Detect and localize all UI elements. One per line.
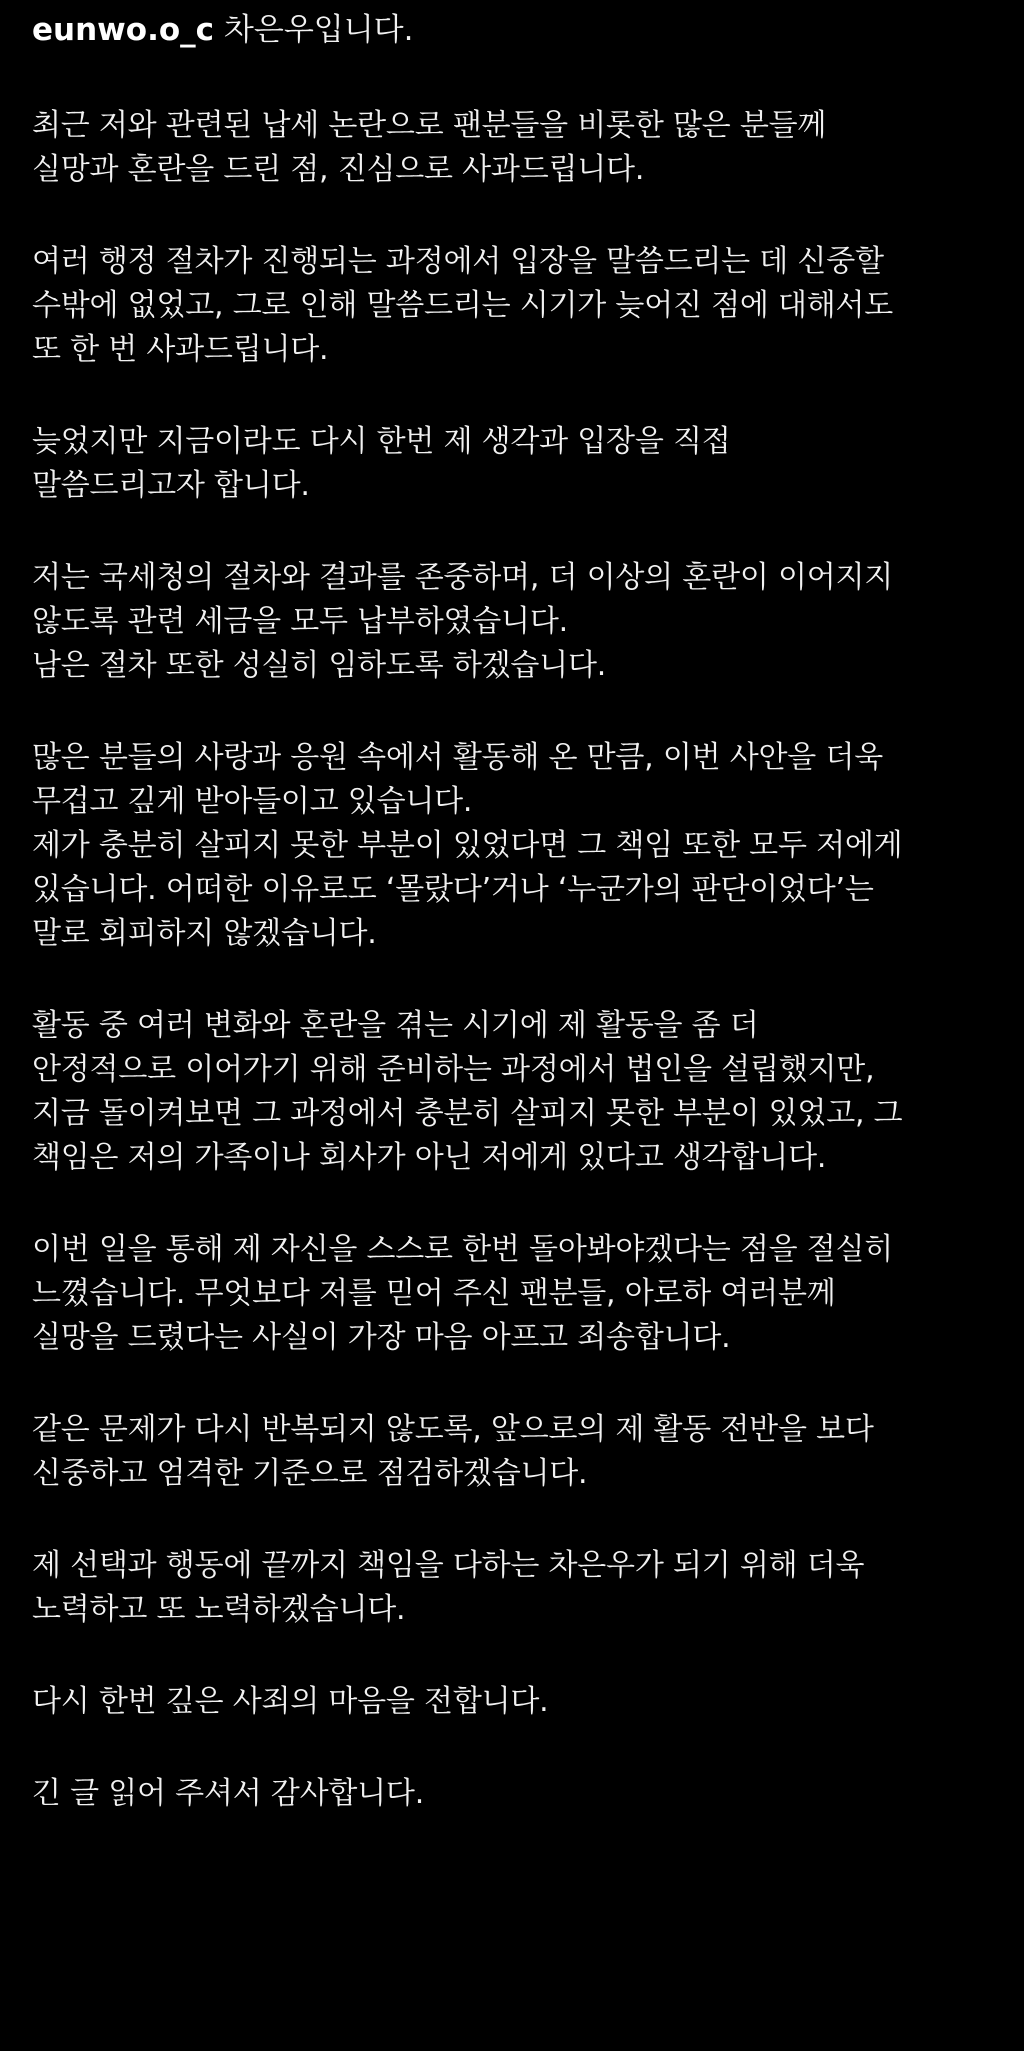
text-line: 무겁고 깊게 받아들이고 있습니다.	[32, 784, 473, 819]
text-line: 지금 돌이켜보면 그 과정에서 충분히 살피지 못한 부분이 있었고, 그	[32, 1096, 903, 1131]
text-line: 제가 충분히 살피지 못한 부분이 있었다면 그 책임 또한 모두 저에게	[32, 828, 903, 863]
paragraph-9	[32, 1544, 1012, 1632]
paragraph-5	[32, 736, 1012, 956]
paragraph-7	[32, 1228, 1012, 1360]
header-text: 차은우입니다.	[223, 12, 414, 48]
paragraph-11	[32, 1772, 1012, 1816]
username-link[interactable]: eunwo.o_c	[32, 12, 215, 48]
text-line: 노력하고 또 노력하겠습니다.	[32, 1592, 406, 1627]
paragraph-6	[32, 1004, 1012, 1180]
caption-header	[32, 4, 1012, 56]
text-line: 많은 분들의 사랑과 응원 속에서 활동해 온 만큼, 이번 사안을 더욱	[32, 740, 883, 775]
post-caption	[32, 4, 1012, 1816]
text-line: 다시 한번 깊은 사죄의 마음을 전합니다.	[32, 1684, 549, 1719]
text-line: 말로 회피하지 않겠습니다.	[32, 916, 377, 951]
text-line: 수밖에 없었고, 그로 인해 말씀드리는 시기가 늦어진 점에 대해서도	[32, 288, 894, 323]
paragraph-2	[32, 240, 1012, 372]
text-line: 있습니다. 어떠한 이유로도 ‘몰랐다’거나 ‘누군가의 판단이었다’는	[32, 872, 874, 907]
text-line: 안정적으로 이어가기 위해 준비하는 과정에서 법인을 설립했지만,	[32, 1052, 875, 1087]
text-line: 남은 절차 또한 성실히 임하도록 하겠습니다.	[32, 648, 607, 683]
text-line: 느꼈습니다. 무엇보다 저를 믿어 주신 팬분들, 아로하 여러분께	[32, 1276, 836, 1311]
text-line: 제 선택과 행동에 끝까지 책임을 다하는 차은우가 되기 위해 더욱	[32, 1548, 865, 1583]
text-line: 말씀드리고자 합니다.	[32, 468, 310, 503]
paragraph-4	[32, 556, 1012, 688]
text-line: 실망과 혼란을 드린 점, 진심으로 사과드립니다.	[32, 152, 645, 187]
text-line: 긴 글 읽어 주셔서 감사합니다.	[32, 1776, 425, 1811]
text-line: 실망을 드렸다는 사실이 가장 마음 아프고 죄송합니다.	[32, 1320, 731, 1355]
text-line: 여러 행정 절차가 진행되는 과정에서 입장을 말씀드리는 데 신중할	[32, 244, 884, 279]
text-line: 활동 중 여러 변화와 혼란을 겪는 시기에 제 활동을 좀 더	[32, 1008, 759, 1043]
paragraph-10	[32, 1680, 1012, 1724]
paragraph-8	[32, 1408, 1012, 1496]
text-line: 이번 일을 통해 제 자신을 스스로 한번 돌아봐야겠다는 점을 절실히	[32, 1232, 894, 1267]
text-line: 또 한 번 사과드립니다.	[32, 332, 329, 367]
paragraph-1	[32, 104, 1012, 192]
text-line: 늦었지만 지금이라도 다시 한번 제 생각과 입장을 직접	[32, 424, 731, 459]
text-line: 같은 문제가 다시 반복되지 않도록, 앞으로의 제 활동 전반을 보다	[32, 1412, 874, 1447]
text-line: 저는 국세청의 절차와 결과를 존중하며, 더 이상의 혼란이 이어지지	[32, 560, 894, 595]
text-line: 최근 저와 관련된 납세 논란으로 팬분들을 비롯한 많은 분들께	[32, 108, 827, 143]
text-line: 책임은 저의 가족이나 회사가 아닌 저에게 있다고 생각합니다.	[32, 1140, 827, 1175]
text-line: 신중하고 엄격한 기준으로 점검하겠습니다.	[32, 1456, 588, 1491]
paragraph-3	[32, 420, 1012, 508]
text-line: 않도록 관련 세금을 모두 납부하였습니다.	[32, 604, 568, 639]
